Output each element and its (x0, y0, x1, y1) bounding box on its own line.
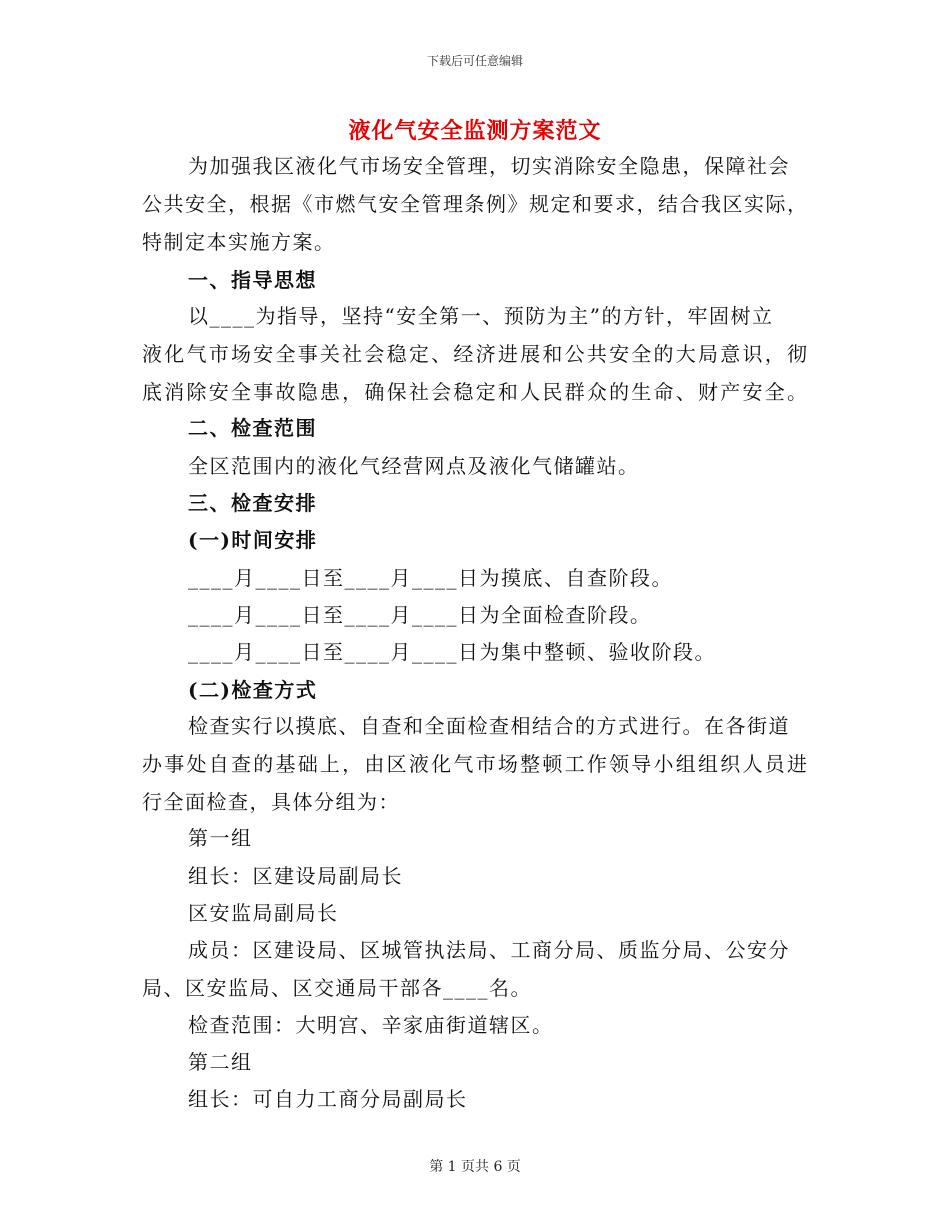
group-label: 第二组 (188, 1050, 253, 1074)
paragraph-line: 底消除安全事故隐患，确保社会稳定和人民群众的生命、财产安全。 (142, 380, 807, 404)
page-footer: 第 1 页共 6 页 (429, 1159, 521, 1175)
paragraph-line: 为加强我区液化气市场安全管理，切实消除安全隐患，保障社会 (188, 154, 790, 178)
paragraph-line: 以____为指导，坚持“安全第一、预防为主”的方针，牢固树立 (188, 304, 774, 328)
subsection-heading: (二)检查方式 (188, 678, 318, 702)
group-scope: 检查范围：大明宫、辛家庙街道辖区。 (188, 1013, 554, 1037)
group-members: 成员：区建设局、区城管执法局、工商分局、质监分局、公安分 (188, 938, 790, 962)
document-title: 液化气安全监测方案范文 (348, 118, 602, 144)
paragraph-line: 办事处自查的基础上，由区液化气市场整顿工作领导小组组织人员进 (142, 752, 807, 776)
section-heading: 三、检查安排 (188, 491, 317, 515)
schedule-line: ____月____日至____月____日为摸底、自查阶段。 (188, 566, 673, 590)
paragraph-line: 检查实行以摸底、自查和全面检查相结合的方式进行。在各街道 (188, 714, 790, 738)
group-leader: 组长：区建设局副局长 (188, 864, 403, 888)
section-heading: 二、检查范围 (188, 416, 317, 440)
group-label: 第一组 (188, 826, 253, 850)
group-members: 局、区安监局、区交通局干部各____名。 (142, 976, 532, 1000)
section-heading: 一、指导思想 (188, 268, 317, 292)
schedule-line: ____月____日至____月____日为集中整顿、验收阶段。 (188, 640, 716, 664)
group-leader: 区安监局副局长 (188, 901, 339, 925)
paragraph-line: 特制定本实施方案。 (142, 230, 336, 254)
subsection-heading: (一)时间安排 (188, 528, 318, 552)
paragraph-line: 公共安全，根据《市燃气安全管理条例》规定和要求，结合我区实际， (142, 192, 807, 216)
paragraph-line: 全区范围内的液化气经营网点及液化气储罐站。 (188, 454, 640, 478)
group-leader: 组长：可自力工商分局副局长 (188, 1087, 468, 1111)
header-note: 下载后可任意编辑 (426, 54, 523, 68)
schedule-line: ____月____日至____月____日为全面检查阶段。 (188, 603, 652, 627)
paragraph-line: 行全面检查，具体分组为： (142, 790, 400, 814)
paragraph-line: 液化气市场安全事关社会稳定、经济进展和公共安全的大局意识，彻 (142, 342, 807, 366)
